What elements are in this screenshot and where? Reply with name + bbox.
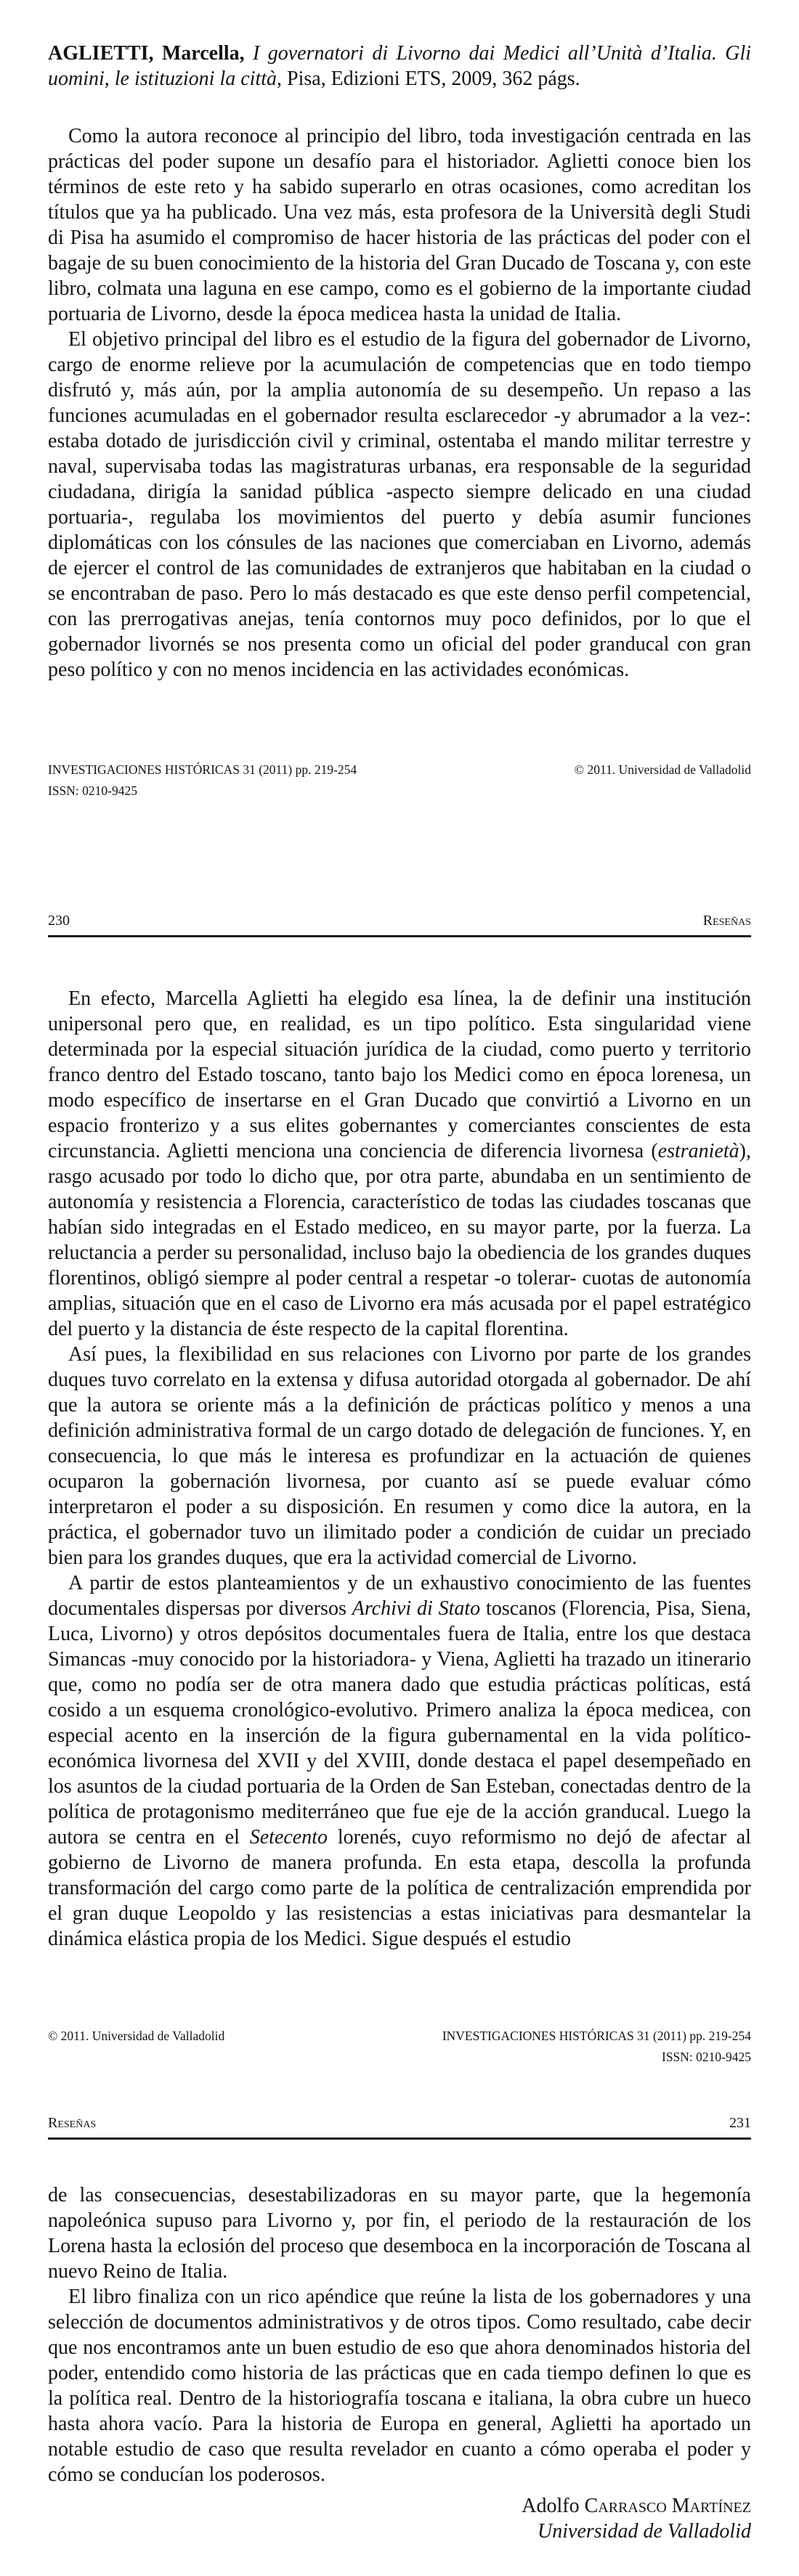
page-3-header — [48, 2114, 751, 2140]
book-citation — [48, 41, 751, 91]
reviewer-name — [48, 2493, 751, 2519]
running-title-resenas: Reseñas — [48, 2115, 97, 2131]
paragraph-3-italic-term: estranietà — [657, 1140, 739, 1162]
paragraph-5-text-cont: toscanos (Florencia, Pisa, Siena, Luca, Livorno) y otros depósitos documentales fuera de Italia, entre los que destaca Simancas -muy conocido por la historiadora- y Viena, Aglietti ha trazado un itinerario que, como no podía ser de otra manera dado que estudia prácticas políticas, está cosido a un esquema cronológico-evolutivo. Primero analiza la época medicea, con especial acento en la inserción de la figura gubernamental en la vida político-económica livornesa del XVII y del XVIII, donde destaca el papel desempeñado en los asuntos de la ciudad portuaria de la Orden de San Esteban, conectadas dentro de la política de protagonismo mediterráneo que fue eje de la acción granducal. Luego la autora se centra en el — [48, 1597, 752, 1849]
paragraph-3 — [48, 986, 751, 1342]
page-1-body — [48, 41, 751, 682]
footer-journal-line: INVESTIGACIONES HISTÓRICAS 31 (2011) pp. 219-254 — [442, 2029, 751, 2043]
footer-copyright-line: © 2011. Universidad de Valladolid — [48, 2029, 225, 2043]
paragraph-5-text: A partir de estos planteamientos y de un exhaustivo conocimiento de las fuentes documentales dispersas por diversos — [48, 1572, 751, 1620]
page-2-header — [48, 912, 751, 937]
citation-author: AGLIETTI, Marcella, — [48, 42, 254, 65]
citation-imprint: , Pisa, Edizioni ETS, 2009, 362 págs. — [277, 68, 580, 90]
page-2-footer — [48, 2026, 751, 2068]
page-3-body — [48, 2182, 751, 2487]
paragraph-2: El objetivo principal del libro es el estudio de la figura del gobernador de Livorno, cargo de enorme relieve por la acumulación de competencias que en todo tiempo disfrutó y, más aún, por la amplia autonomía de su desempeño. Un repaso a las funciones acumuladas en el gobernador resulta esclarecedor -y abrumador a la vez-: estaba dotado de jurisdicción civil y criminal, ostentaba el mando militar terrestre y naval, supervisaba todas las magistraturas urbanas, era responsable de la seguridad ciudadana, dirigía la sanidad pública -aspecto siempre delicado en una ciudad portuaria-, regulaba los movimientos del puerto y debía asumir funciones diplomáticas con los cónsules de las naciones que comerciaban en Livorno, además de ejercer el control de las comunidades de extranjeros que habitaban en la ciudad o se encontraban de paso. Pero lo más destacado es que este denso perfil competencial, con las prerrogativas anejas, tenía contornos muy poco definidos, por lo que el gobernador livornés se nos presenta como un oficial del poder granducal con gran peso político y con no menos incidencia en las actividades económicas. — [48, 328, 751, 681]
paragraph-5-text-end: lorenés, cuyo reformismo no dejó de afectar al gobierno de Livorno de manera profunda. En esta etapa, descolla la profunda transformación del cargo como parte de la política de centralización emprendida por el gran duque Leopoldo y las resistencias a estas iniciativas para desmantelar la dinámica elástica propia de los Medici. Sigue después el estudio — [48, 1826, 751, 1950]
reviewer-affiliation: Universidad de Valladolid — [538, 2520, 751, 2543]
reviewer-surname: Carrasco Martínez — [584, 2495, 751, 2517]
paragraph-3-text-cont: ), rasgo acusado por todo lo dicho que, por otra parte, abundaba en un sentimiento de autonomía y resistencia a Florencia, característico de todas las ciudades toscanas que habían sido integradas en el Estado mediceo, en su mayor parte, por la fuerza. La reluctancia a perder su personalidad, incluso bajo la obediencia de los grandes duques florentinos, obligó siempre al poder central a respetar -o tolerar- cuotas de autonomía amplias, situación que en el caso de Livorno era más acusada por el papel estratégico del puerto y la distancia de éste respecto de la capital florentina. — [48, 1140, 751, 1340]
paragraph-5-italic-archivi: Archivi di Stato — [352, 1597, 481, 1620]
footer-issn-line: ISSN: 0210-9425 — [662, 2050, 751, 2064]
reviewer-signature — [48, 2493, 751, 2544]
paragraph-7: El libro finaliza con un rico apéndice que reúne la lista de los gobernadores y una selección de documentos administrativos y de otros tipos. Como resultado, cabe decir que nos encontramos ante un buen estudio de eso que ahora denominados historia del poder, entendido como historia de las prácticas que en cada tiempo definen lo que es la política real. Dentro de la historiografía toscana e italiana, la obra cubre un hueco hasta ahora vacío. Para la historia de Europa en general, Aglietti ha aportado un notable estudio de caso que resulta revelador en cuanto a cómo operaba el poder y cómo se conducían los poderosos. — [48, 2286, 751, 2486]
reviewer-given-name: Adolfo — [522, 2495, 580, 2517]
footer-journal-block — [442, 2026, 751, 2068]
page-number-230: 230 — [48, 913, 70, 929]
footer-issn-line: ISSN: 0210-9425 — [48, 783, 137, 798]
footer-journal-block — [48, 759, 357, 802]
paragraph-6: de las consecuencias, desestabilizadoras en su mayor parte, que la hegemonía napoleónica supuso para Livorno y, por fin, el periodo de la restauración de los Lorena hasta la eclosión del proceso que desemboca en la incorporación de Toscana al nuevo Reino de Italia. — [48, 2184, 751, 2283]
running-title-resenas: Reseñas — [702, 913, 751, 929]
paragraph-5-italic-setecento: Setecento — [249, 1826, 328, 1849]
page-number-231: 231 — [729, 2115, 751, 2131]
paragraph-1: Como la autora reconoce al principio del libro, toda investigación centrada en las prácticas del poder supone un desafío para el historiador. Aglietti conoce bien los términos de este reto y ha sabido superarlo en otras ocasiones, como acreditan los títulos que ya ha publicado. Una vez más, esta profesora de la Università degli Studi di Pisa ha asumido el compromiso de hacer historia de las prácticas del poder con el bagaje de su buen conocimiento de la historia del Gran Ducado de Toscana y, con este libro, colmata una laguna en ese campo, como es el gobierno de la importante ciudad portuaria de Livorno, desde la época medicea hasta la unidad de Italia. — [48, 125, 751, 325]
paragraph-3-text: En efecto, Marcella Aglietti ha elegido esa línea, la de definir una institución unipersonal pero que, en realidad, es un tipo político. Esta singularidad viene determinada por la especial situación jurídica de la ciudad, como puerto y territorio franco dentro del Estado toscano, tanto bajo los Medici como en época lorenesa, un modo específico de insertarse en el Gran Ducado que convirtió a Livorno en un espacio fronterizo y a sus elites gobernantes y comerciantes conscientes de esta circunstancia. Aglietti menciona una conciencia de diferencia livornesa ( — [48, 987, 751, 1162]
paragraph-4: Así pues, la flexibilidad en sus relaciones con Livorno por parte de los grandes duques tuvo correlato en la extensa y difusa autoridad otorgada al gobernador. De ahí que la autora se oriente más a la definición de prácticas político y menos a una definición administrativa formal de un cargo dotado de delegación de funciones. Y, en consecuencia, lo que más le interesa es profundizar en la actuación de quienes ocuparon la gobernación livornesa, por cuanto así se puede evaluar cómo interpretaron el poder a su disposición. En resumen y como dice la autora, en la práctica, el gobernador tuvo un ilimitado poder a condición de cuidar un preciado bien para los grandes duques, que era la actividad comercial de Livorno. — [48, 1343, 751, 1569]
paragraph-5 — [48, 1570, 751, 1952]
page-2-body — [48, 986, 751, 1952]
footer-journal-line: INVESTIGACIONES HISTÓRICAS 31 (2011) pp. 219-254 — [48, 762, 357, 777]
footer-copyright-line: © 2011. Universidad de Valladolid — [574, 762, 751, 777]
citation-title: I governatori di Livorno dai Medici all’Unità d’Italia. Gli uomini, le istituzioni la città — [48, 42, 752, 90]
page-1-footer — [48, 759, 751, 802]
